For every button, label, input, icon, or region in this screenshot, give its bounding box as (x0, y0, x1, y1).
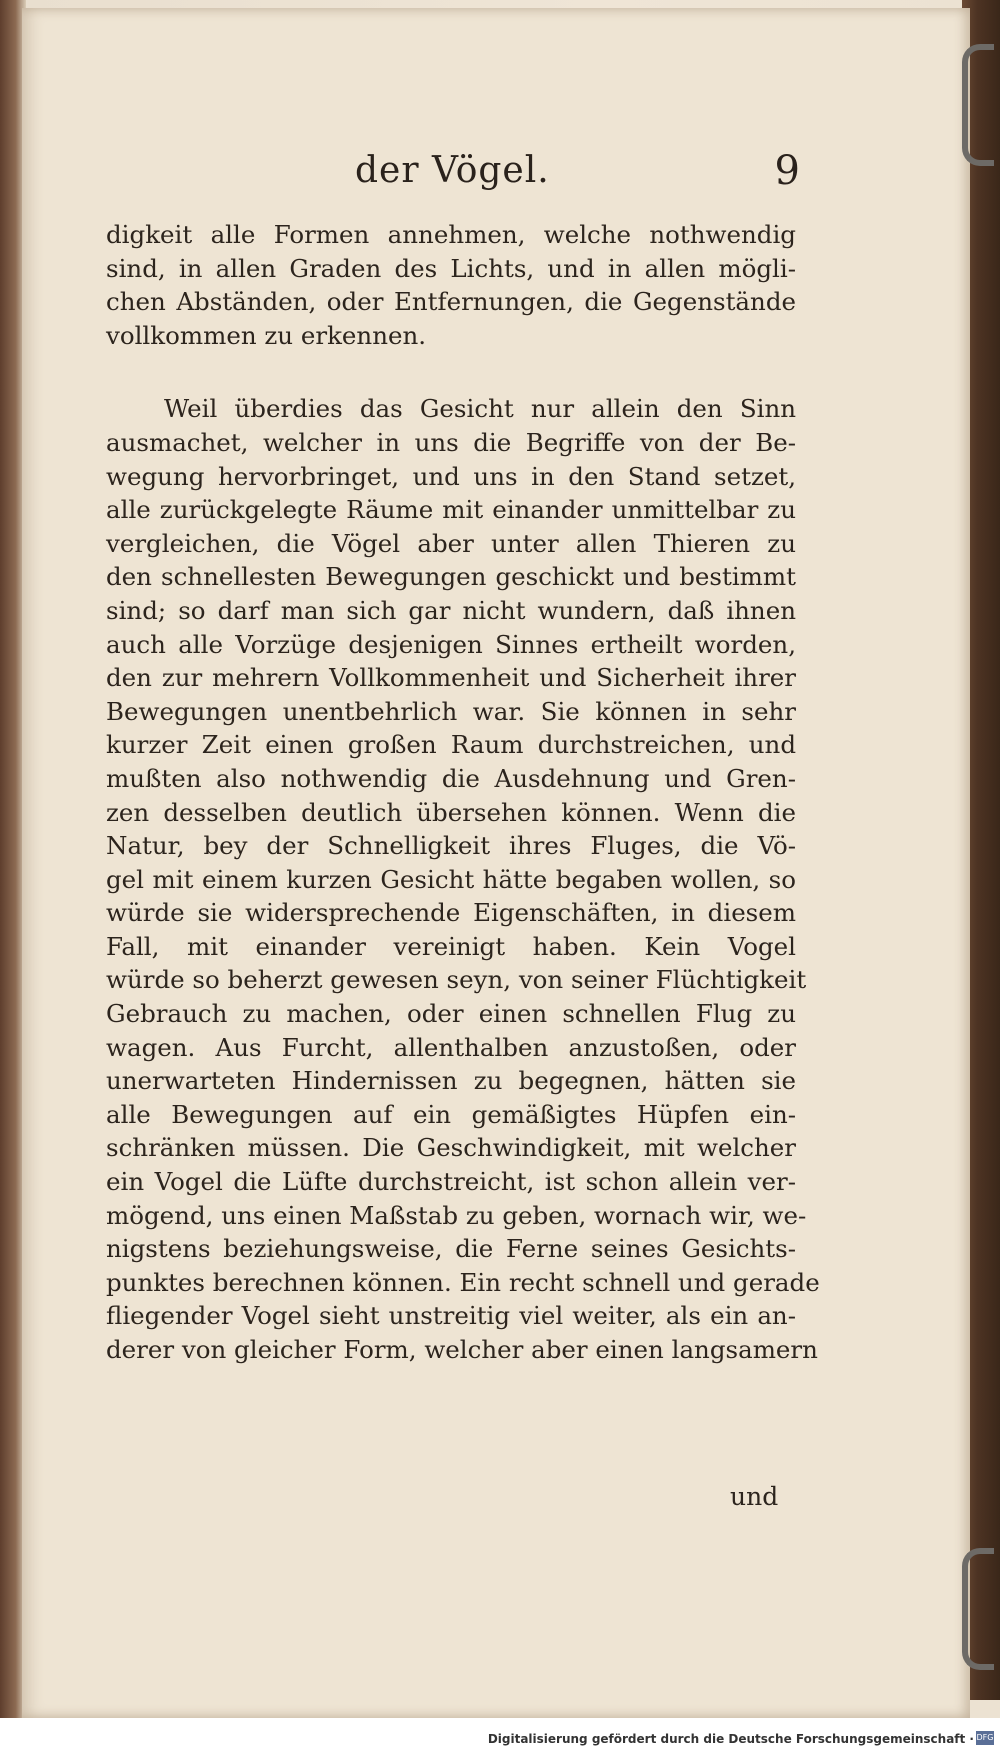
text-line: ein Vogel die Lüfte durchstreicht, ist schon allein ver- (106, 1167, 796, 1197)
text-line: vollkommen zu erkennen. (106, 320, 427, 350)
text-line: alle Bewegungen auf ein gemäßigtes Hüpfen ein- (106, 1099, 796, 1129)
text-line: Fall, mit einander vereinigt haben. Kein Vogel (106, 931, 796, 961)
text-line: chen Abständen, oder Entfernungen, die Gegenstände (106, 287, 796, 317)
text-line: zen desselben deutlich übersehen können. Wenn die (106, 797, 796, 827)
text-line: kurzer Zeit einen großen Raum durchstreichen, und (106, 730, 796, 760)
digitization-footer (0, 1718, 1000, 1760)
text-line: mögend, uns einen Maßstab zu geben, wornach wir, we- (106, 1200, 807, 1230)
text-line: auch alle Vorzüge desjenigen Sinnes ertheilt worden, (106, 629, 796, 659)
text-line: nigstens beziehungsweise, die Ferne seines Gesichts- (106, 1234, 796, 1264)
text-line: wegung hervorbringet, und uns in den Stand setzet, (106, 461, 796, 491)
text-line: Weil überdies das Gesicht nur allein den Sinn (164, 394, 796, 424)
text-line: den zur mehrern Vollkommenheit und Sicherheit ihrer (106, 663, 796, 693)
text-line: vergleichen, die Vögel aber unter allen Thieren zu (106, 528, 796, 558)
text-line: würde so beherzt gewesen seyn, von seiner Flüchtigkeit (106, 965, 807, 995)
paragraph-gap (106, 352, 796, 392)
body-text (106, 218, 820, 1367)
text-line: alle zurückgelegte Räume mit einander unmittelbar zu (106, 495, 796, 525)
dfg-logo-icon: DFG (976, 1731, 994, 1745)
paragraph-1 (106, 218, 796, 352)
text-line: Bewegungen unentbehrlich war. Sie können in sehr (106, 696, 796, 726)
text-line: schränken müssen. Die Geschwindigkeit, mit welcher (106, 1133, 796, 1163)
text-line: unerwarteten Hindernissen zu begegnen, hätten sie (106, 1066, 796, 1096)
page-clip-top (962, 44, 994, 166)
page-header (110, 150, 800, 206)
text-line: punktes berechnen können. Ein recht schnell und gerade (106, 1267, 820, 1297)
text-line: Natur, bey der Schnelligkeit ihres Fluges, die Vö- (106, 831, 796, 861)
text-line: gel mit einem kurzen Gesicht hätte begaben wollen, so (106, 864, 796, 894)
text-line: mußten also nothwendig die Ausdehnung und Gren- (106, 763, 796, 793)
page-number: 9 (774, 148, 800, 194)
paragraph-2 (106, 392, 820, 1366)
text-line: derer von gleicher Form, welcher aber einen langsamern (106, 1335, 818, 1364)
text-line: sind; so darf man sich gar nicht wundern, daß ihnen (106, 595, 796, 625)
page-clip-bottom (962, 1548, 994, 1670)
text-line: digkeit alle Formen annehmen, welche nothwendig (106, 220, 796, 249)
text-line: fliegender Vogel sieht unstreitig viel weiter, als ein an- (106, 1301, 796, 1331)
text-line: ausmachet, welcher in uns die Begriffe von der Be- (106, 427, 796, 457)
text-line: Gebrauch zu machen, oder einen schnellen Flug zu (106, 999, 796, 1029)
catchword: und (730, 1482, 779, 1511)
text-line: würde sie widersprechende Eigenschäften, in diesem (106, 898, 796, 928)
funding-credit: Digitalisierung gefördert durch die Deutsche Forschungsgemeinschaft · (487, 1732, 974, 1746)
text-line: sind, in allen Graden des Lichts, und in allen mögli- (106, 253, 796, 283)
running-head: der Vögel. (355, 150, 550, 191)
text-line: den schnellesten Bewegungen geschickt und bestimmt (106, 562, 796, 592)
text-line: wagen. Aus Furcht, allenthalben anzustoßen, oder (106, 1032, 796, 1062)
